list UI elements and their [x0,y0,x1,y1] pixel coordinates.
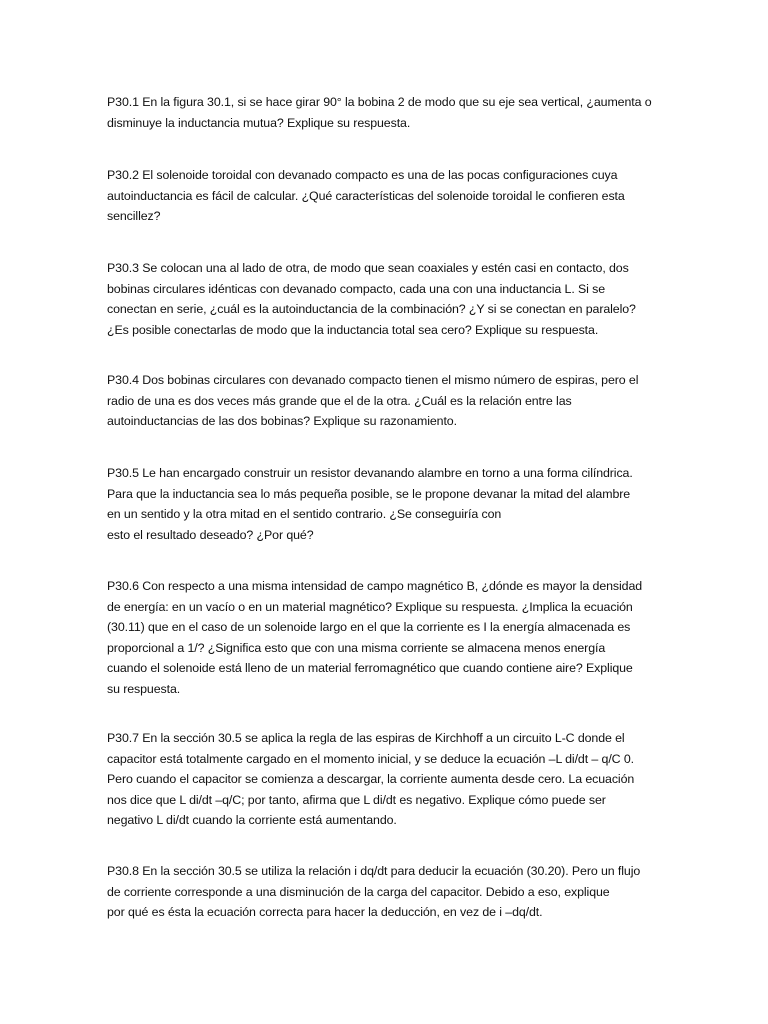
question-line: P30.6 Con respecto a una misma intensidad de campo magnético B, ¿dónde es mayor la densidad [107,579,643,593]
question-line: conectan en serie, ¿cuál es la autoinductancia de la combinación? ¿Y si se conectan en paralelo? [107,302,636,316]
question-p30-3 [107,258,677,340]
question-line: P30.1 En la figura 30.1, si se hace girar 90° la bobina 2 de modo que su eje sea vertical, ¿aumenta o [107,95,652,109]
question-line: por qué es ésta la ecuación correcta para hacer la deducción, en vez de i –dq/dt. [107,905,543,919]
question-line: P30.3 Se colocan una al lado de otra, de modo que sean coaxiales y estén casi en contacto, dos [107,261,629,275]
question-line: P30.7 En la sección 30.5 se aplica la regla de las espiras de Kirchhoff a un circuito L-C donde el [107,731,625,745]
question-line: radio de una es dos veces más grande que el de la otra. ¿Cuál es la relación entre las [107,393,572,408]
question-line: disminuye la inductancia mutua? Explique su respuesta. [107,115,411,130]
question-p30-8 [107,861,677,923]
question-line: bobinas circulares idénticas con devanado compacto, cada una con una inductancia L. Si se [107,281,606,296]
question-line: capacitor está totalmente cargado en el momento inicial, y se deduce la ecuación –L di/dt – q/C 0. [107,751,634,766]
question-line: sencillez? [107,209,161,223]
question-p30-1 [107,92,677,133]
question-line: en un sentido y la otra mitad en el sentido contrario. ¿Se conseguiría con [107,507,502,521]
question-line: cuando el solenoide está lleno de un material ferromagnético que cuando contiene aire? Explique [107,661,633,675]
question-line: de corriente corresponde a una disminución de la carga del capacitor. Debido a eso, explique [107,884,610,899]
question-line: autoinductancia es fácil de calcular. ¿Qué características del solenoide toroidal le confieren esta [107,188,625,203]
question-line: de energía: en un vacío o en un material magnético? Explique su respuesta. ¿Implica la ecuación [107,599,633,614]
question-line: esto el resultado deseado? ¿Por qué? [107,527,314,542]
question-line: P30.2 El solenoide toroidal con devanado compacto es una de las pocas configuraciones cuya [107,168,618,182]
question-line: su respuesta. [107,681,181,696]
question-line: P30.4 Dos bobinas circulares con devanado compacto tienen el mismo número de espiras, pero el [107,373,639,387]
question-p30-4 [107,370,677,432]
question-p30-5 [107,463,677,545]
question-p30-6 [107,576,677,699]
question-line: proporcional a 1/? ¿Significa esto que con una misma corriente se almacena menos energía [107,640,606,655]
question-line: nos dice que L di/dt –q/C; por tanto, afirma que L di/dt es negativo. Explique cómo puede ser [107,792,606,807]
question-line: Pero cuando el capacitor se comienza a descargar, la corriente aumenta desde cero. La ecuación [107,772,635,786]
question-line: autoinductancias de las dos bobinas? Explique su razonamiento. [107,414,457,428]
question-p30-2 [107,165,677,227]
question-line: P30.5 Le han encargado construir un resistor devanando alambre en torno a una forma cilíndrica. [107,466,633,480]
question-line: ¿Es posible conectarlas de modo que la inductancia total sea cero? Explique su respuesta. [107,322,599,337]
question-line: negativo L di/dt cuando la corriente está aumentando. [107,813,397,827]
question-p30-7 [107,728,677,831]
question-line: (30.11) que en el caso de un solenoide largo en el que la corriente es I la energía almacenada es [107,620,631,634]
question-line: Para que la inductancia sea lo más pequeña posible, se le propone devanar la mitad del alambre [107,486,631,501]
question-line: P30.8 En la sección 30.5 se utiliza la relación i dq/dt para deducir la ecuación (30.20). Pero un flujo [107,864,641,878]
